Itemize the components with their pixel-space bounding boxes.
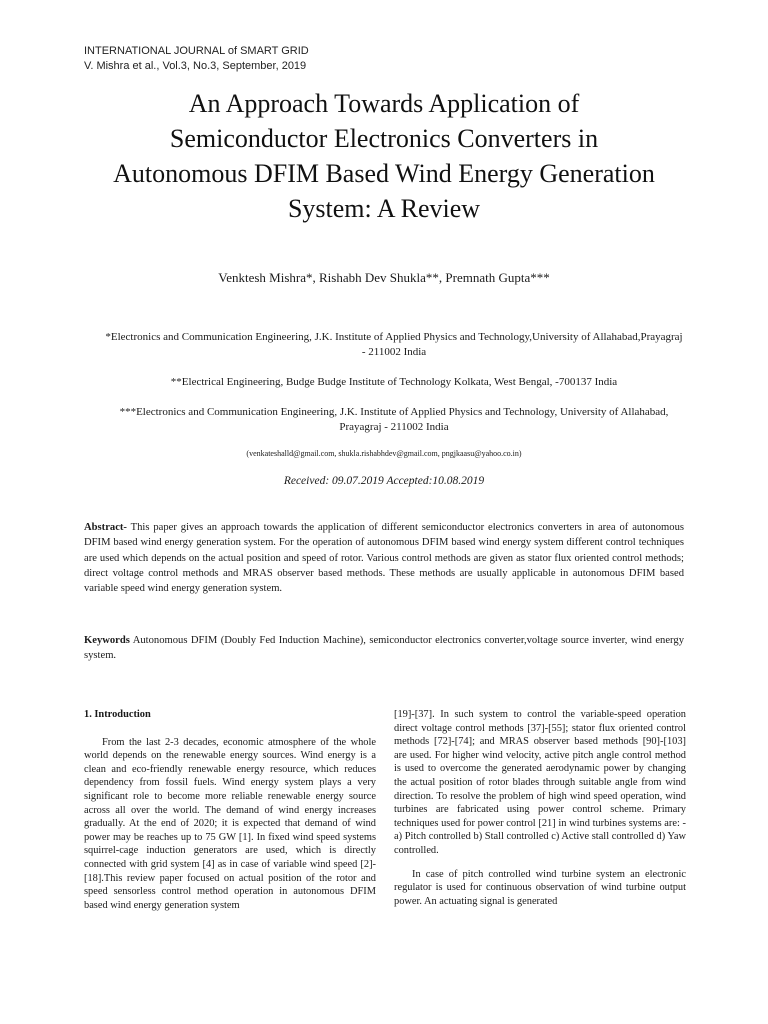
journal-header (84, 44, 309, 74)
abstract-label: Abstract- (84, 522, 127, 533)
journal-citation: V. Mishra et al., Vol.3, No.3, September, 2019 (84, 60, 307, 72)
title-line: Semiconductor Electronics Converters in (169, 124, 599, 153)
left-column (84, 708, 376, 922)
paper-title (60, 86, 708, 226)
keywords (84, 633, 684, 664)
affiliation-1: *Electronics and Communication Engineering, J.K. Institute of Applied Physics and Technology,University of Allahabad,Prayagraj - 211002 India (105, 331, 683, 358)
abstract (84, 520, 684, 596)
abstract-text: This paper gives an approach towards the application of different semiconductor electronics converters in area of autonomous DFIM based wind energy generation system. For the operation of autonomous DFIM based wind energy system different control techniques are used which depends on the actual position and speed of rotor. Various control methods are given as stator flux oriented control methods; direct voltage control methods and MRAS observer based methods. These methods are usually applicable in autonomous DFIM based variable speed wind energy generation system. (84, 522, 684, 595)
title-line: An Approach Towards Application of (188, 89, 580, 118)
author-emails: (venkateshalld@gmail.com, shukla.rishabhdev@gmail.com, pngjkaasu@yahoo.co.in) (246, 449, 522, 458)
intro-paragraph-3: In case of pitch controlled wind turbine system an electronic regulator is used for continuous observation of wind turbine output power. An actuating signal is generated (394, 868, 686, 907)
intro-paragraph-2: [19]-[37]. In such system to control the variable-speed operation direct voltage control methods [37]-[55]; stator flux oriented control methods [72]-[74]; and MRAS observer based methods [90]-[103] are used. For higher wind velocity, active pitch angle control method is used to overcome the generated aerodynamic power by changing the actual position of rotor blades through suitable angle from wind direction. To resolve the problem of high wind speed operation, wind turbines are fabricated using power control scheme. Primary techniques used for power control [21] in wind turbines systems are: - a) Pitch controlled b) Stall controlled c) Active stall controlled d) Yaw controlled. (394, 709, 686, 856)
title-line: System: A Review (287, 194, 481, 223)
title-line: Autonomous DFIM Based Wind Energy Generation (113, 159, 655, 188)
right-column (394, 708, 686, 918)
section-heading-introduction: 1. Introduction (84, 709, 151, 720)
keywords-text: Autonomous DFIM (Doubly Fed Induction Machine), semiconductor electronics converter,voltage source inverter, wind energy system. (84, 635, 684, 662)
author-list: Venktesh Mishra*, Rishabh Dev Shukla**, Premnath Gupta*** (218, 270, 550, 285)
affiliation-3: ***Electronics and Communication Engineering, J.K. Institute of Applied Physics and Technology, University of Allahabad, Prayagraj - 211002 India (119, 406, 669, 433)
journal-name: INTERNATIONAL JOURNAL of SMART GRID (84, 45, 309, 57)
keywords-label: Keywords (84, 635, 130, 646)
affiliation-2: **Electrical Engineering, Budge Budge Institute of Technology Kolkata, West Bengal, -700137 India (170, 376, 618, 388)
received-dates: Received: 09.07.2019 Accepted:10.08.2019 (283, 475, 485, 487)
intro-paragraph-1: From the last 2-3 decades, economic atmosphere of the whole world depends on the renewable energy sources. Wind energy is a clean and eco-friendly renewable energy resource, which reduces dependency from fossil fuels. Wind energy system plays a very significant role to become more reliable renewable energy source across all over the world. The demand of wind energy increases gradually. At the end of 2020; it is expected that demand of wind power may be reaches up to 75 GW [1]. In fixed wind speed systems squirrel-cage induction generators are used, which is directly connected with grid system [4] as in case of variable wind speed [2]-[18].This review paper focused on actual position of the rotor and speed sensorless control method operation in autonomous DFIM based wind energy generation system (84, 736, 376, 911)
